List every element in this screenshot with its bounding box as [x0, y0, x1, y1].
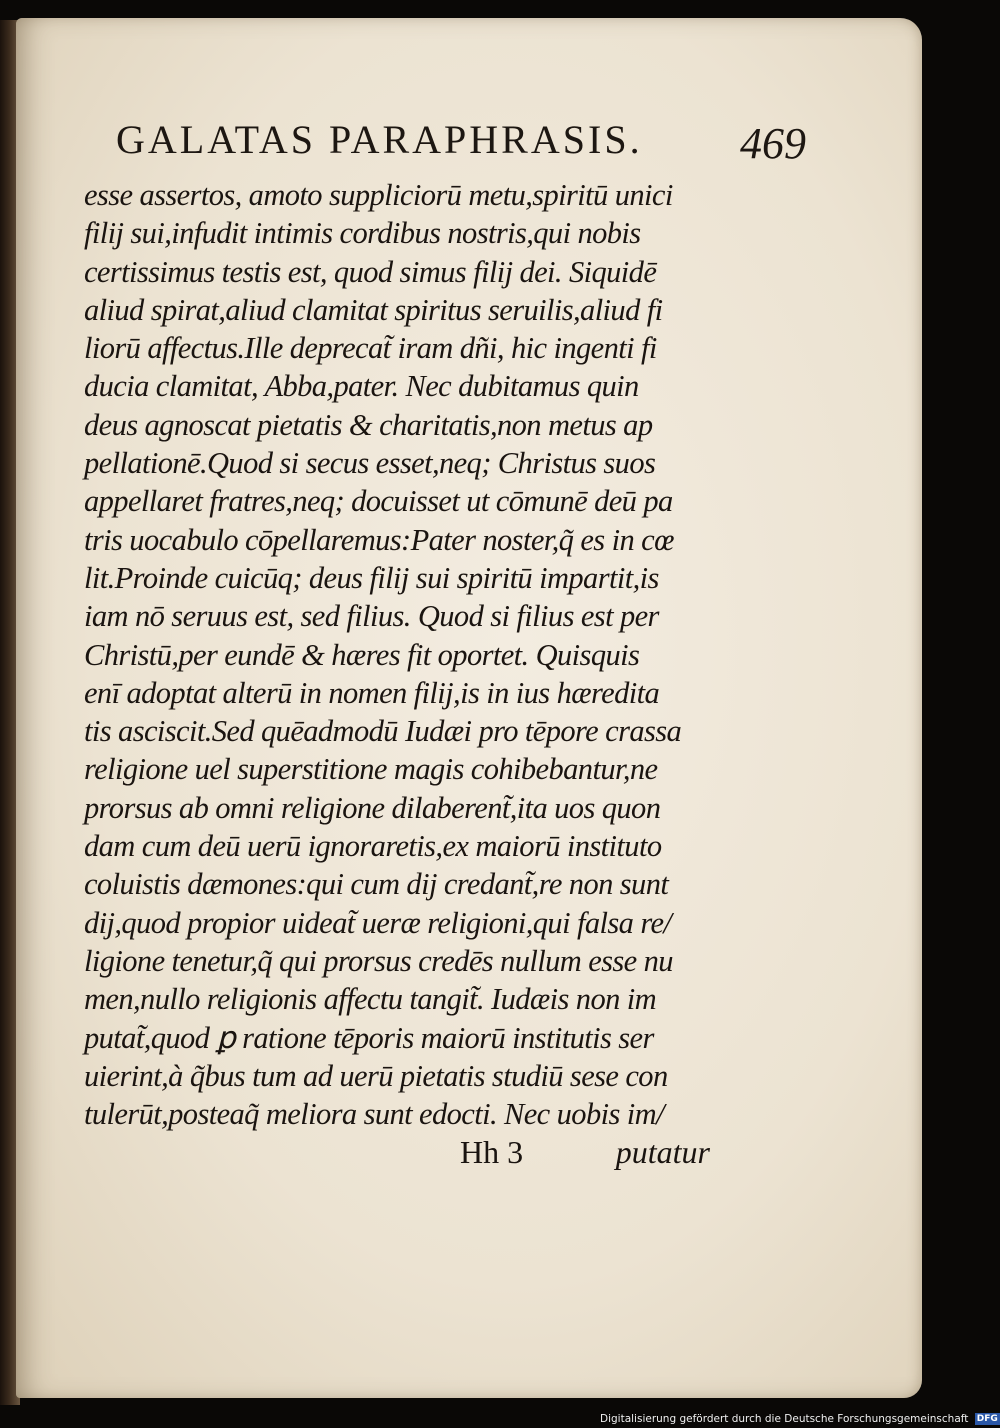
body-text	[84, 176, 724, 1133]
text-line: pellationē.Quod si secus esset,neq; Christus suos	[84, 446, 656, 481]
text-line: deus agnoscat pietatis & charitatis,non metus ap	[84, 407, 653, 442]
text-line: tulerūt,posteaq̃ meliora sunt edocti. Nec uobis im/	[84, 1097, 664, 1132]
text-line: dij,quod propior uideat̃ ueræ religioni,qui falsa re/	[84, 905, 672, 940]
running-head	[116, 116, 806, 166]
text-line: ligione tenetur,q̃ qui prorsus credēs nullum esse nu	[84, 943, 673, 978]
credit-text: Digitalisierung gefördert durch die Deutsche Forschungsgemeinschaft	[600, 1413, 969, 1425]
text-line: enī adoptat alterū in nomen filij,is in ius hæredita	[84, 675, 660, 710]
text-line: appellaret fratres,neq; docuisset ut cōmunē deū pa	[84, 484, 673, 519]
text-line: coluistis dæmones:qui cum dij credant̃,re non sunt	[84, 867, 669, 902]
text-line: tris uocabulo cōpellaremus:Pater noster,q̃ es in cœ	[84, 522, 674, 557]
dfg-logo: DFG	[976, 1414, 998, 1424]
signature-mark: Hh 3	[460, 1134, 524, 1170]
text-line: Christū,per eundē & hæres fit oportet. Quisquis	[84, 637, 640, 672]
text-line: lit.Proinde cuicūq; deus filij sui spiritū impartit,is	[84, 560, 659, 595]
text-line: iam nō seruus est, sed filius. Quod si filius est per	[84, 599, 659, 634]
text-line: aliud spirat,aliud clamitat spiritus seruilis,aliud fi	[84, 292, 663, 327]
text-line: filij sui,infudit intimis cordibus nostris,qui nobis	[84, 216, 641, 251]
text-line: certissimus testis est, quod simus filij dei. Siquidē	[84, 254, 657, 289]
text-line: putat̃,quod ꝑ ratione tēporis maiorū institutis ser	[84, 1020, 654, 1055]
text-line: ducia clamitat, Abba,pater. Nec dubitamus quin	[84, 369, 639, 404]
text-line: uierint,à q̃bus tum ad uerū pietatis studiū sese con	[84, 1058, 668, 1093]
page-number: 469	[740, 119, 806, 168]
text-line: dam cum deū uerū ignoraretis,ex maiorū instituto	[84, 829, 662, 864]
credit-bar	[600, 1410, 1000, 1428]
text-line: liorū affectus.Ille deprecat̃ iram dñi, hic ingenti fi	[84, 331, 657, 366]
text-line: prorsus ab omni religione dilaberent̃,ita uos quon	[84, 790, 661, 825]
text-line: esse assertos, amoto suppliciorū metu,spiritū unici	[84, 178, 673, 212]
text-line: tis asciscit.Sed quēadmodū Iudæi pro tēpore crassa	[84, 714, 682, 749]
catchline	[460, 1134, 710, 1174]
text-line: men,nullo religionis affectu tangit̃. Iudæis non im	[84, 982, 657, 1017]
running-head-title: GALATAS PARAPHRASIS.	[116, 117, 643, 162]
text-line: religione uel superstitione magis cohibebantur,ne	[84, 752, 658, 787]
catchword: putatur	[615, 1134, 710, 1170]
